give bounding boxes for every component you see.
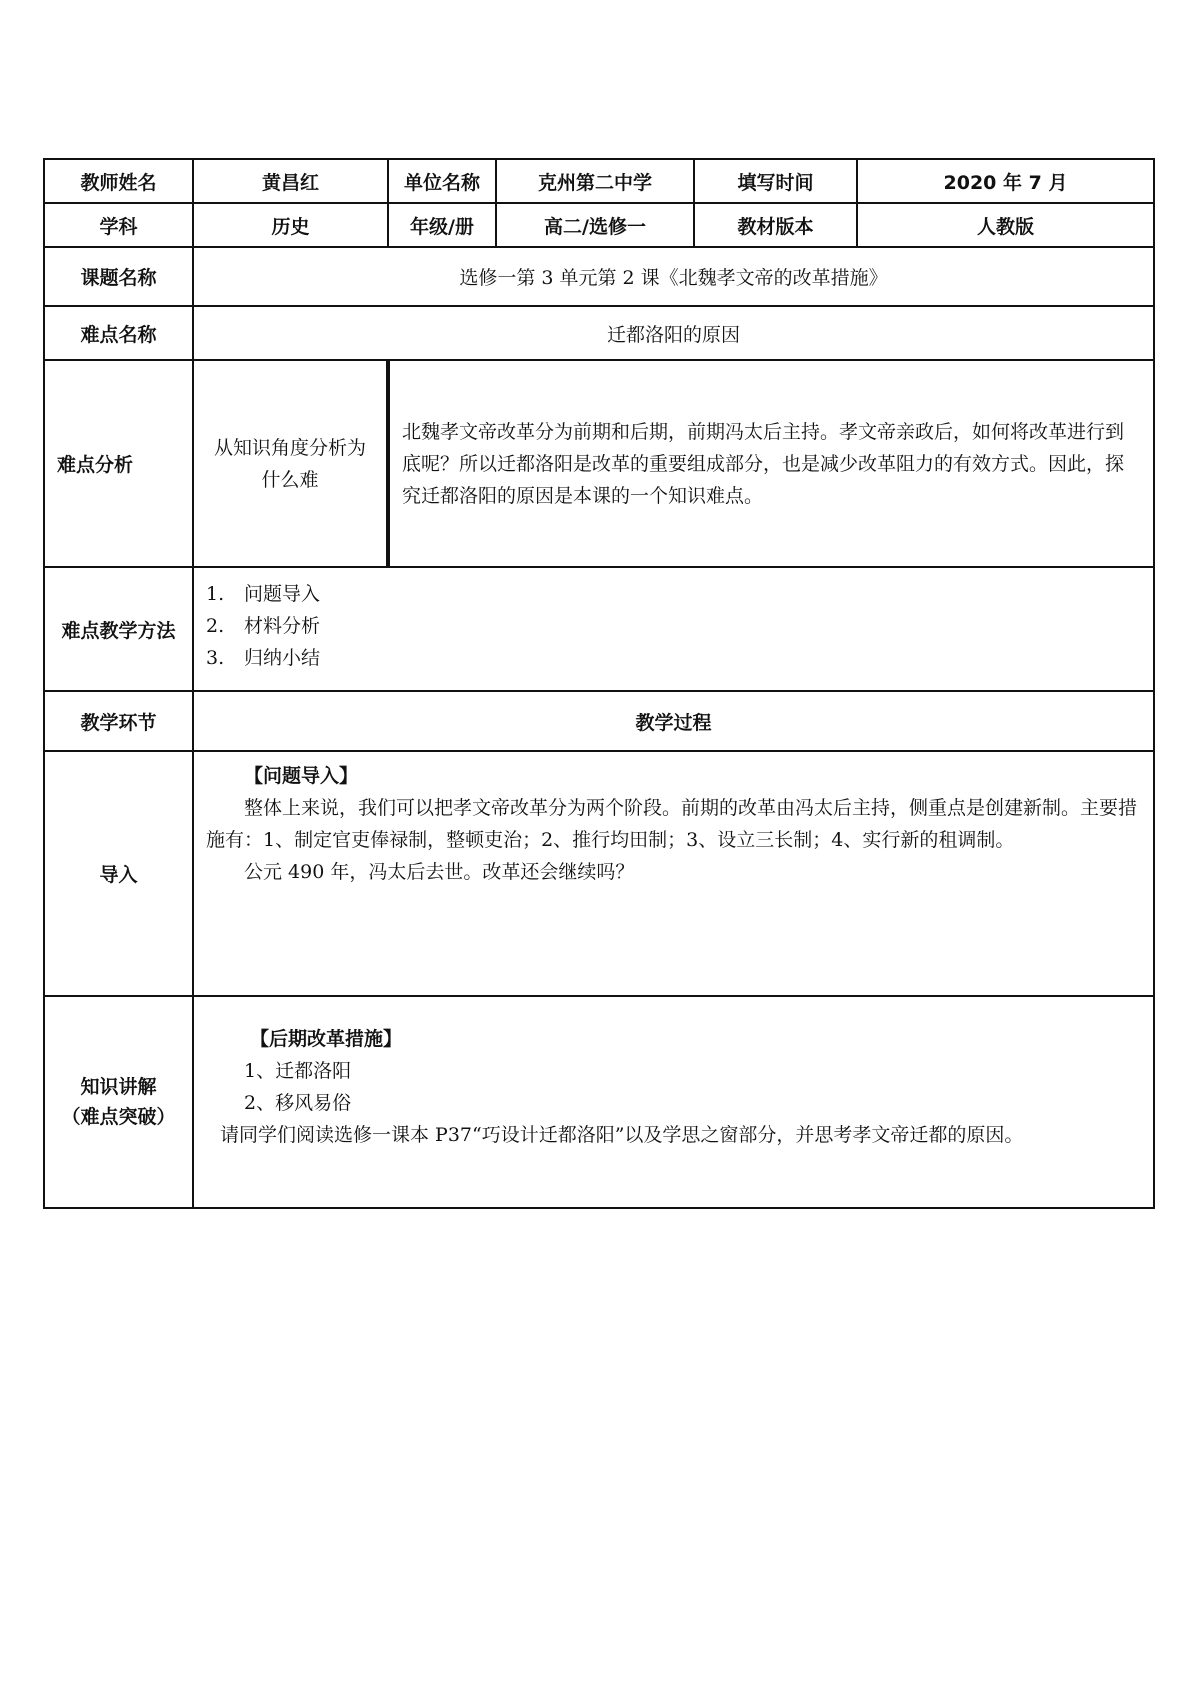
analysis-text: 北魏孝文帝改革分为前期和后期，前期冯太后主持。孝文帝亲政后，如何将改革进行到底呢？所以迁都洛阳是改革的重要组成部分，也是减少改革阻力的有效方式。因此，探究迁都洛阳的原因是本课的一个知识难点。 (388, 360, 1154, 567)
knowledge-paragraph: 请同学们阅读选修一课本 P37“巧设计迁都洛阳”以及学思之窗部分，并思考孝文帝迁都的原因。 (220, 1124, 1024, 1146)
difficulty-row (44, 306, 1154, 360)
knowledge-item: 2、移风易俗 (244, 1092, 352, 1114)
knowledge-row (44, 996, 1154, 1208)
date-value: 2020 年 7 月 (857, 159, 1154, 203)
date-label: 填写时间 (694, 159, 857, 203)
knowledge-heading: 【后期改革措施】 (250, 1028, 403, 1050)
methods-label: 难点教学方法 (44, 567, 193, 691)
teacher-name-value: 黄昌红 (193, 159, 388, 203)
methods-list (193, 567, 1154, 691)
edition-label: 教材版本 (694, 203, 857, 247)
difficulty-label: 难点名称 (44, 306, 193, 360)
analysis-label: 难点分析 (44, 360, 193, 567)
analysis-sub-label: 从知识角度分析为什么难 (193, 360, 388, 567)
intro-heading: 【问题导入】 (244, 765, 359, 787)
subject-label: 学科 (44, 203, 193, 247)
methods-item: 1. 问题导入 (206, 583, 321, 605)
difficulty-value: 迁都洛阳的原因 (193, 306, 1154, 360)
grade-label: 年级/册 (388, 203, 496, 247)
process-value: 教学过程 (193, 691, 1154, 751)
intro-label: 导入 (44, 751, 193, 996)
teacher-name-label: 教师姓名 (44, 159, 193, 203)
methods-item: 3. 归纳小结 (206, 647, 321, 669)
knowledge-label: 知识讲解 （难点突破） (44, 996, 193, 1208)
lesson-plan-table (43, 158, 1155, 1209)
unit-value: 克州第二中学 (496, 159, 694, 203)
knowledge-content (193, 996, 1154, 1208)
intro-content (193, 751, 1154, 996)
subject-value: 历史 (193, 203, 388, 247)
header-row-2 (44, 203, 1154, 247)
topic-value: 选修一第 3 单元第 2 课《北魏孝文帝的改革措施》 (193, 247, 1154, 306)
analysis-row (44, 360, 1154, 567)
intro-row (44, 751, 1154, 996)
edition-value: 人教版 (857, 203, 1154, 247)
process-header-row (44, 691, 1154, 751)
intro-paragraph: 整体上来说，我们可以把孝文帝改革分为两个阶段。前期的改革由冯太后主持，侧重点是创建新制。主要措施有：1、制定官吏俸禄制，整顿吏治；2、推行均田制；3、设立三长制；4、实行新的租调制。 (206, 797, 1138, 851)
grade-value: 高二/选修一 (496, 203, 694, 247)
methods-row (44, 567, 1154, 691)
topic-label: 课题名称 (44, 247, 193, 306)
process-label: 教学环节 (44, 691, 193, 751)
intro-question: 公元 490 年，冯太后去世。改革还会继续吗？ (244, 861, 635, 883)
knowledge-item: 1、迁都洛阳 (244, 1060, 352, 1082)
methods-item: 2. 材料分析 (206, 615, 321, 637)
topic-row (44, 247, 1154, 306)
unit-label: 单位名称 (388, 159, 496, 203)
header-row-1 (44, 159, 1154, 203)
